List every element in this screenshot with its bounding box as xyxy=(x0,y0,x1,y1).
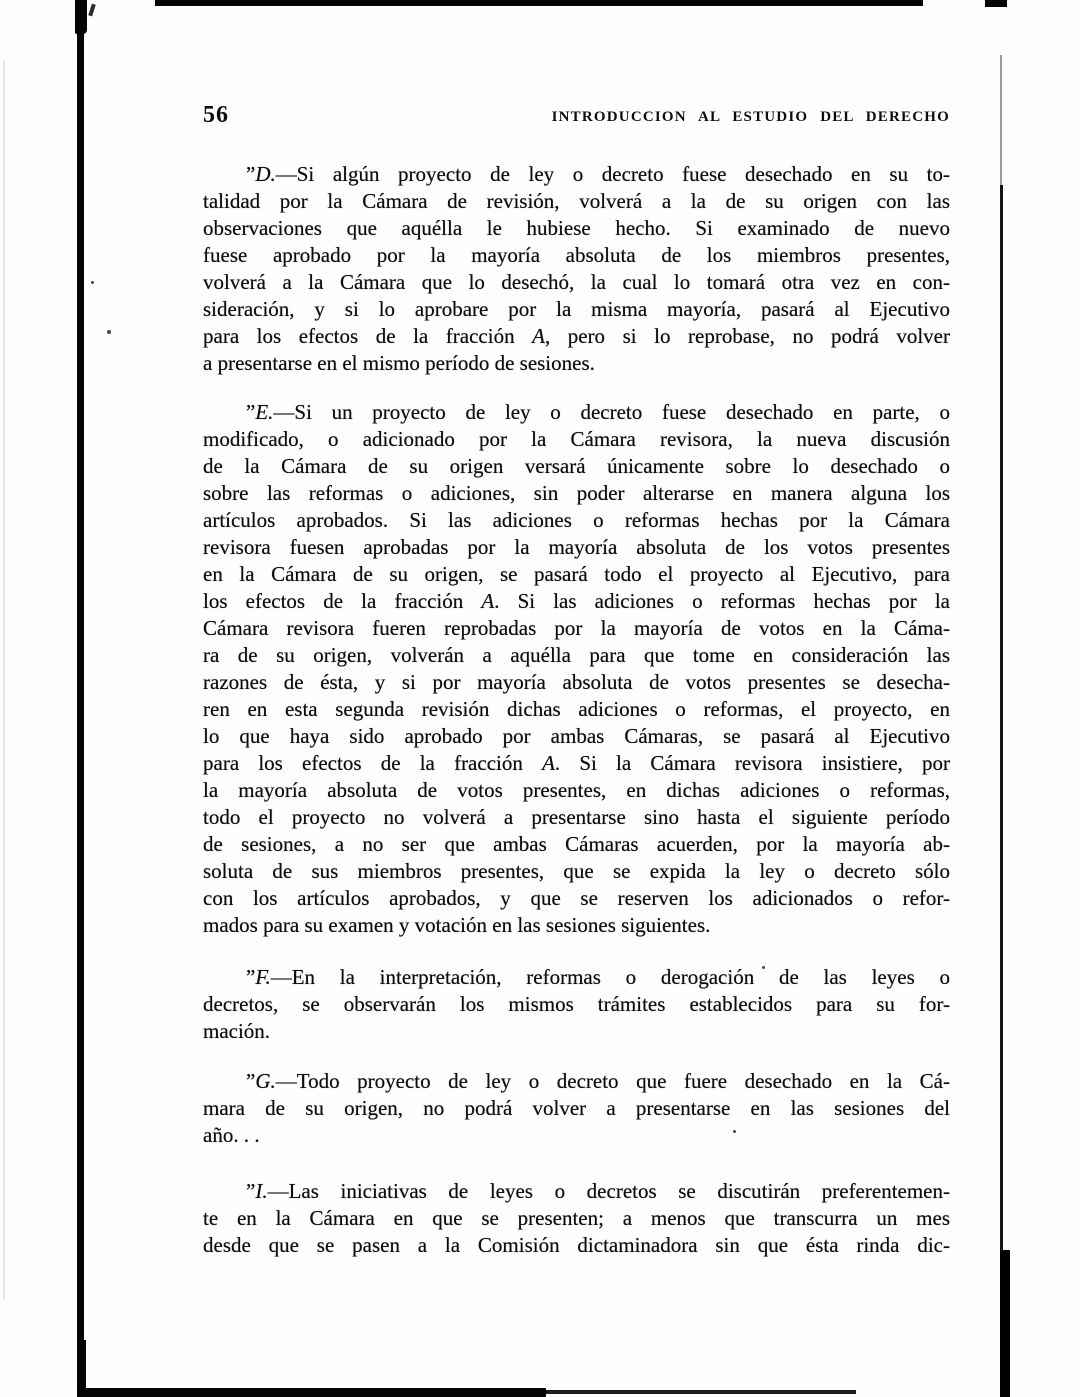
text-line: ”F.—En la interpretación, reformas o derogación de las leyes o xyxy=(246,965,950,989)
text-line: soluta de sus miembros presentes, que se expida la ley o decreto sólo xyxy=(203,859,950,883)
text-line: en la Cámara de su origen, se pasará todo el proyecto al Ejecutivo, para xyxy=(203,562,950,586)
text-line: ra de su origen, volverán a aquélla para que tome en consideración las xyxy=(203,643,950,667)
text-line: decretos, se observarán los mismos trámites establecidos para su for- xyxy=(203,992,950,1016)
paragraph-G xyxy=(203,1068,950,1149)
text-line: artículos aprobados. Si las adiciones o reformas hechas por la Cámara xyxy=(203,508,950,532)
text-line: fuese aprobado por la mayoría absoluta de los miembros presentes, xyxy=(203,243,950,267)
running-head: INTRODUCCION AL ESTUDIO DEL DERECHO xyxy=(551,109,950,125)
text-line: todo el proyecto no volverá a presentarse sino hasta el siguiente período xyxy=(203,805,950,829)
text-line: la mayoría absoluta de votos presentes, en dichas adiciones o reformas, xyxy=(203,778,950,802)
text-line: para los efectos de la fracción A. Si la Cámara revisora insistiere, por xyxy=(203,751,950,775)
text-line: mación. xyxy=(203,1019,271,1043)
text-line: observaciones que aquélla le hubiese hecho. Si examinado de nuevo xyxy=(203,216,950,240)
paragraph-F xyxy=(203,964,950,1045)
text-line: con los artículos aprobados, y que se reserven los adicionados o refor- xyxy=(203,886,950,910)
text-line: para los efectos de la fracción A, pero si lo reprobase, no podrá volver xyxy=(203,324,950,348)
text-line: talidad por la Cámara de revisión, volverá a la de su origen con las xyxy=(203,189,950,213)
text-line: mara de su origen, no podrá volver a presentarse en las sesiones del xyxy=(203,1096,950,1120)
paragraph-I xyxy=(203,1178,950,1259)
text-line: razones de ésta, y si por mayoría absoluta de votos presentes se desecha- xyxy=(203,670,950,694)
text-line: ”E.—Si un proyecto de ley o decreto fuese desechado en parte, o xyxy=(246,400,950,424)
text-line: volverá a la Cámara que lo desechó, la cual lo tomará otra vez en con- xyxy=(203,270,950,294)
paragraph-D xyxy=(203,161,950,377)
text-line: de la Cámara de su origen versará únicamente sobre lo desechado o xyxy=(203,454,950,478)
text-line: ”I.—Las iniciativas de leyes o decretos se discutirán preferentemen- xyxy=(246,1179,950,1203)
text-line: sobre las reformas o adiciones, sin poder alterarse en manera alguna los xyxy=(203,481,950,505)
text-line: mados para su examen y votación en las sesiones siguientes. xyxy=(203,913,711,937)
paragraph-E xyxy=(203,399,950,939)
text-line: año. . . xyxy=(203,1123,260,1147)
page-number: 56 xyxy=(203,102,229,128)
text-line: ”G.—Todo proyecto de ley o decreto que fuere desechado en la Cá- xyxy=(246,1069,950,1093)
text-line: Cámara revisora fueren reprobadas por la mayoría de votos en la Cáma- xyxy=(203,616,950,640)
text-line: sideración, y si lo aprobare por la misma mayoría, pasará al Ejecutivo xyxy=(203,297,950,321)
text-line: te en la Cámara en que se presenten; a menos que transcurra un mes xyxy=(203,1206,950,1230)
text-line: desde que se pasen a la Comisión dictaminadora sin que ésta rinda dic- xyxy=(203,1233,950,1257)
text-line: lo que haya sido aprobado por ambas Cámaras, se pasará al Ejecutivo xyxy=(203,724,950,748)
text-line: de sesiones, a no ser que ambas Cámaras acuerden, por la mayoría ab- xyxy=(203,832,950,856)
text-line: ”D.—Si algún proyecto de ley o decreto fuese desechado en su to- xyxy=(246,162,950,186)
text-line: revisora fuesen aprobadas por la mayoría absoluta de los votos presentes xyxy=(203,535,950,559)
text-line: los efectos de la fracción A. Si las adiciones o reformas hechas por la xyxy=(203,589,950,613)
text-line: modificado, o adicionado por la Cámara revisora, la nueva discusión xyxy=(203,427,950,451)
text-line: a presentarse en el mismo período de sesiones. xyxy=(203,351,595,375)
text-line: ren en esta segunda revisión dichas adiciones o reformas, el proyecto, en xyxy=(203,697,950,721)
